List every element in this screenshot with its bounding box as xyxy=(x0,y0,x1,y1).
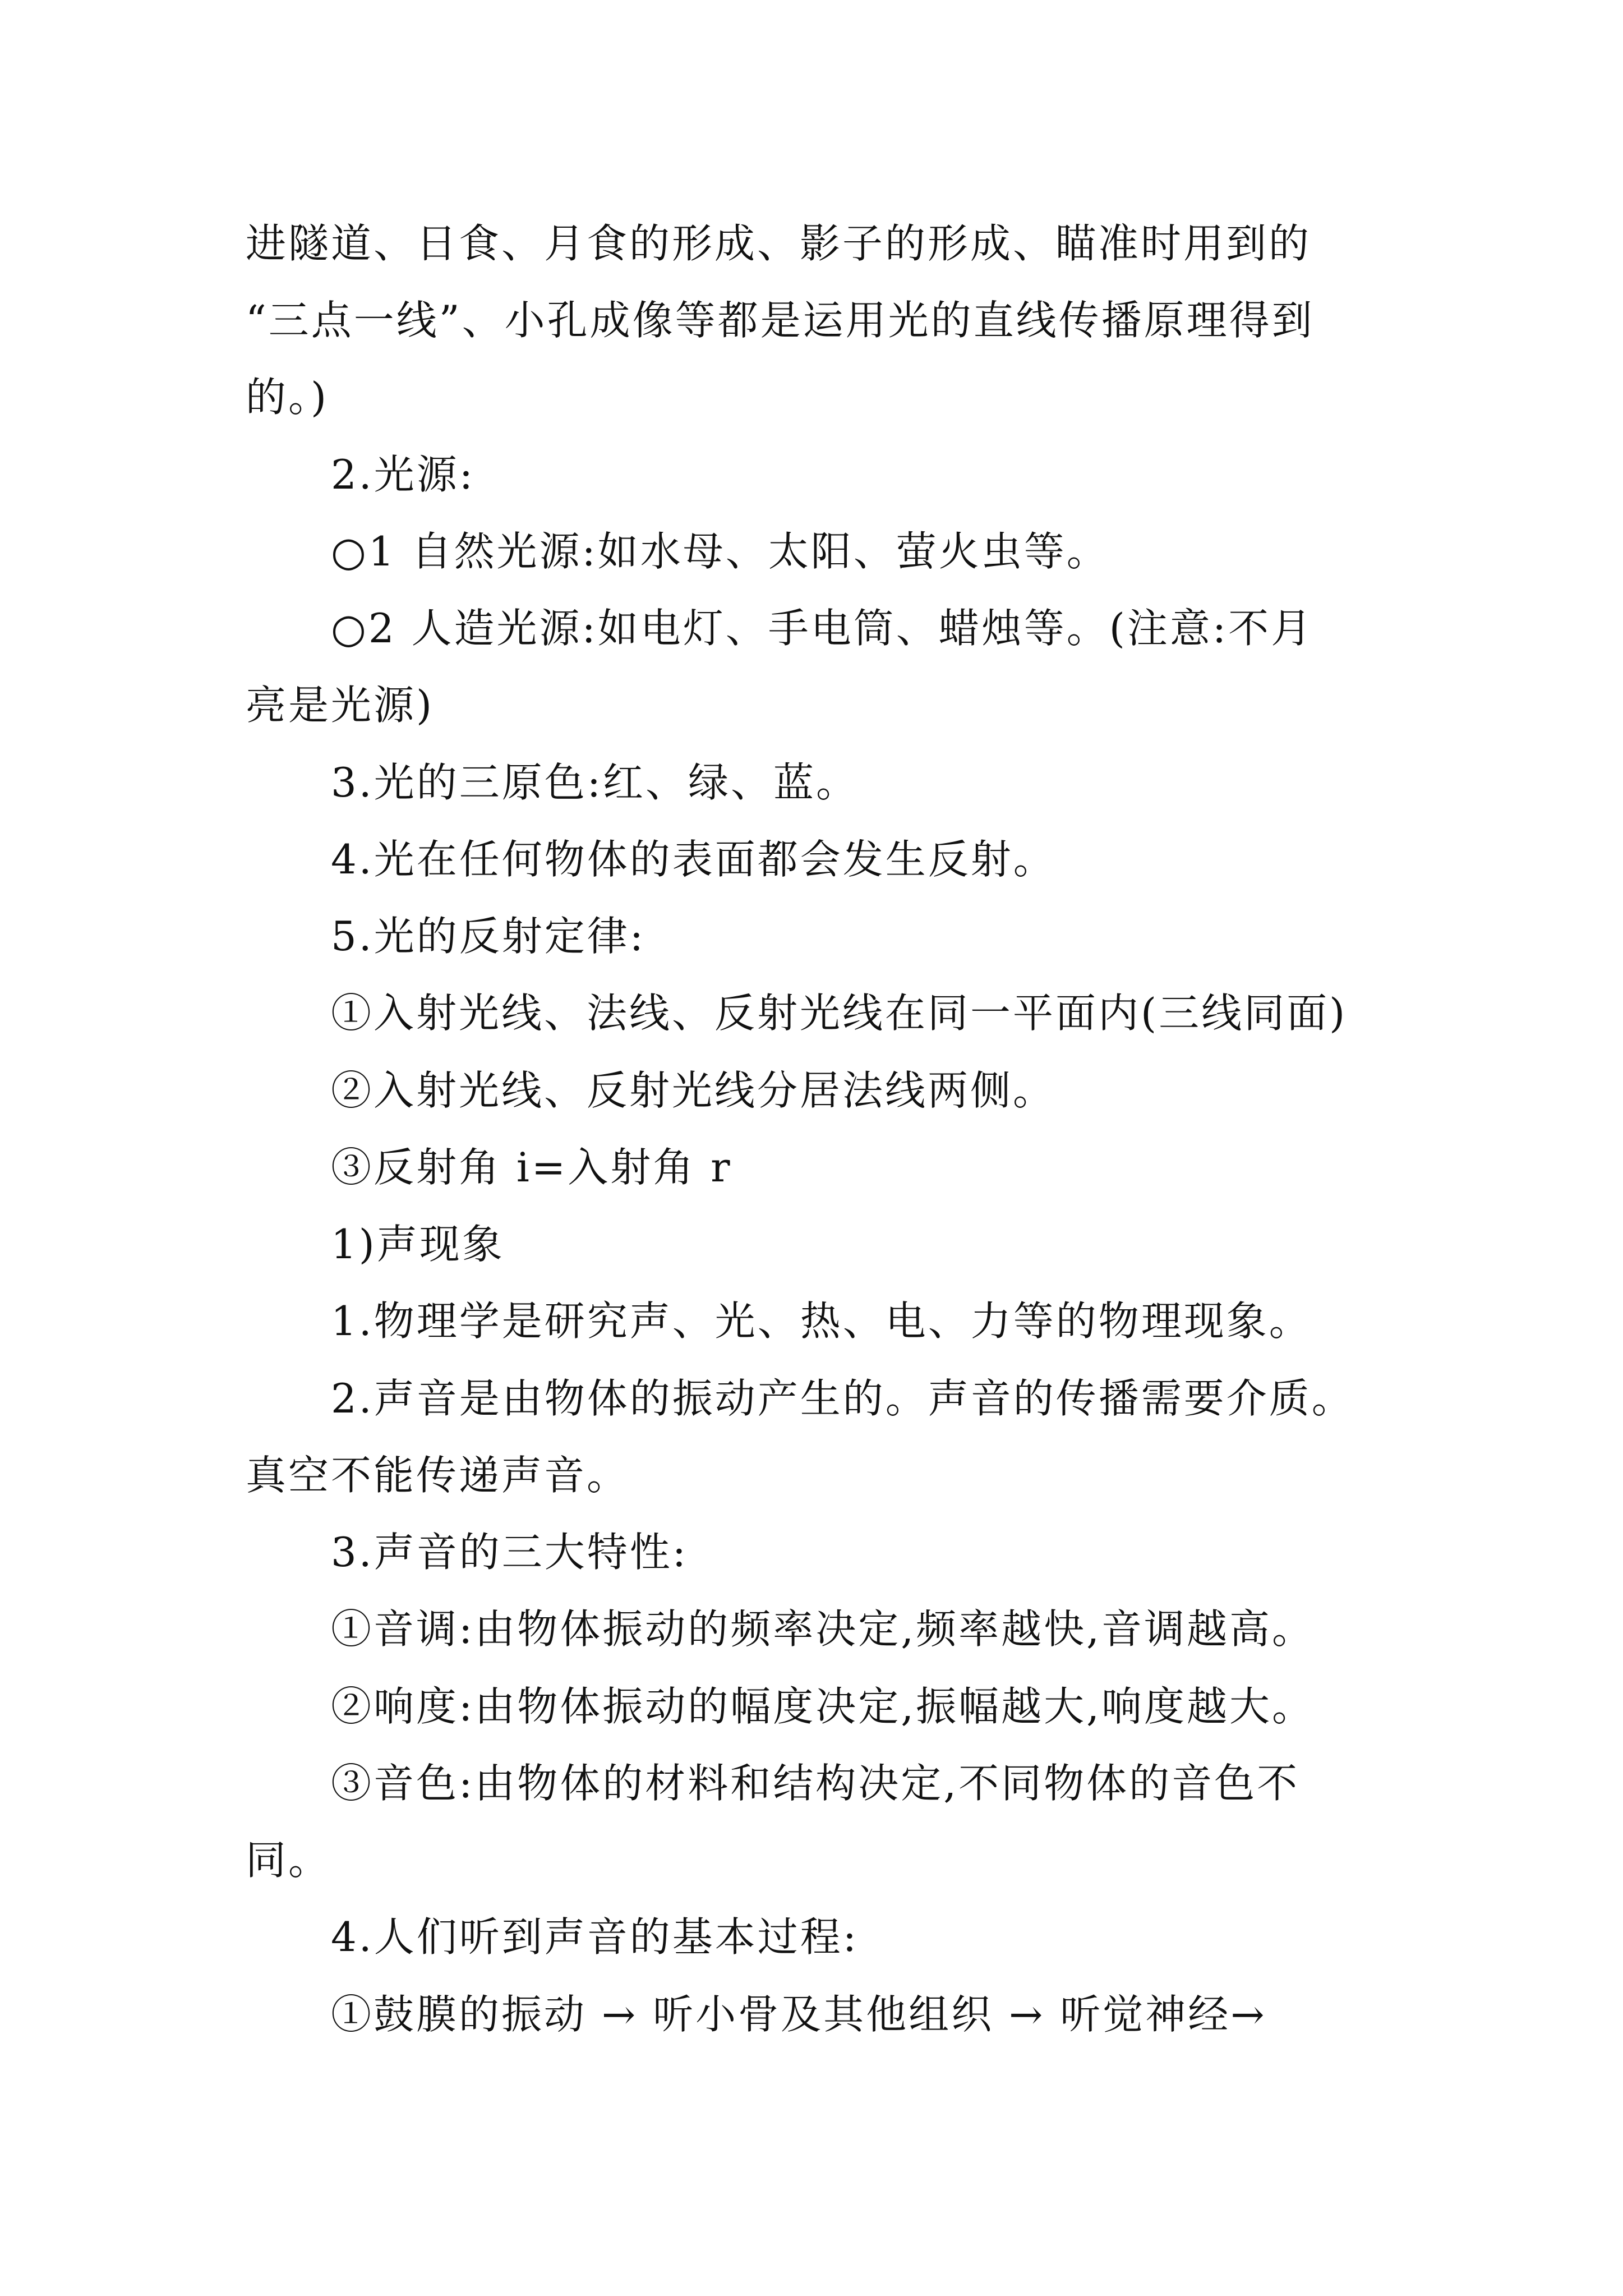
text-line: 进隧道、日食、月食的形成、影子的形成、瞄准时用到的 xyxy=(246,220,1312,267)
section-heading: 3.声音的三大特性: xyxy=(331,1529,688,1576)
text-line: “三点一线”、小孔成像等都是运用光的直线传播原理得到 xyxy=(246,297,1315,344)
text-line: 真空不能传递声音。 xyxy=(246,1452,630,1499)
list-item: ①音调:由物体振动的频率决定,频率越快,音调越高。 xyxy=(331,1605,1315,1653)
text-line: 同。 xyxy=(246,1837,331,1884)
list-item: ②入射光线、反射光线分居法线两侧。 xyxy=(331,1067,1056,1114)
section-heading: 1.物理学是研究声、光、热、电、力等的物理现象。 xyxy=(331,1297,1312,1345)
section-heading: 5.光的反射定律: xyxy=(331,913,645,960)
section-heading: 3.光的三原色:红、绿、蓝。 xyxy=(331,759,859,806)
section-heading: 2.光源: xyxy=(331,451,475,498)
text-line: 的。) xyxy=(246,374,329,421)
list-item: ③反射角 i=入射角 r xyxy=(331,1144,732,1191)
list-item: ①入射光线、法线、反射光线在同一平面内(三线同面) xyxy=(331,990,1348,1037)
list-item: ②响度:由物体振动的幅度决定,振幅越大,响度越大。 xyxy=(331,1683,1315,1730)
list-item: ③音色:由物体的材料和结构决定,不同物体的音色不 xyxy=(331,1760,1300,1807)
section-heading: 4.人们听到声音的基本过程: xyxy=(331,1913,859,1961)
list-item: ①鼓膜的振动 → 听小骨及其他组织 → 听觉神经→ xyxy=(331,1991,1267,2038)
list-item: ○2 人造光源:如电灯、手电筒、蜡烛等。(注意:不月 xyxy=(331,605,1314,652)
section-heading: 2.声音是由物体的振动产生的。声音的传播需要介质。 xyxy=(331,1375,1354,1422)
text-line: 亮是光源) xyxy=(246,682,435,729)
list-item: ○1 自然光源:如水母、太阳、萤火虫等。 xyxy=(331,528,1109,575)
section-heading: 1)声现象 xyxy=(331,1221,505,1268)
section-heading: 4.光在任何物体的表面都会发生反射。 xyxy=(331,836,1056,883)
